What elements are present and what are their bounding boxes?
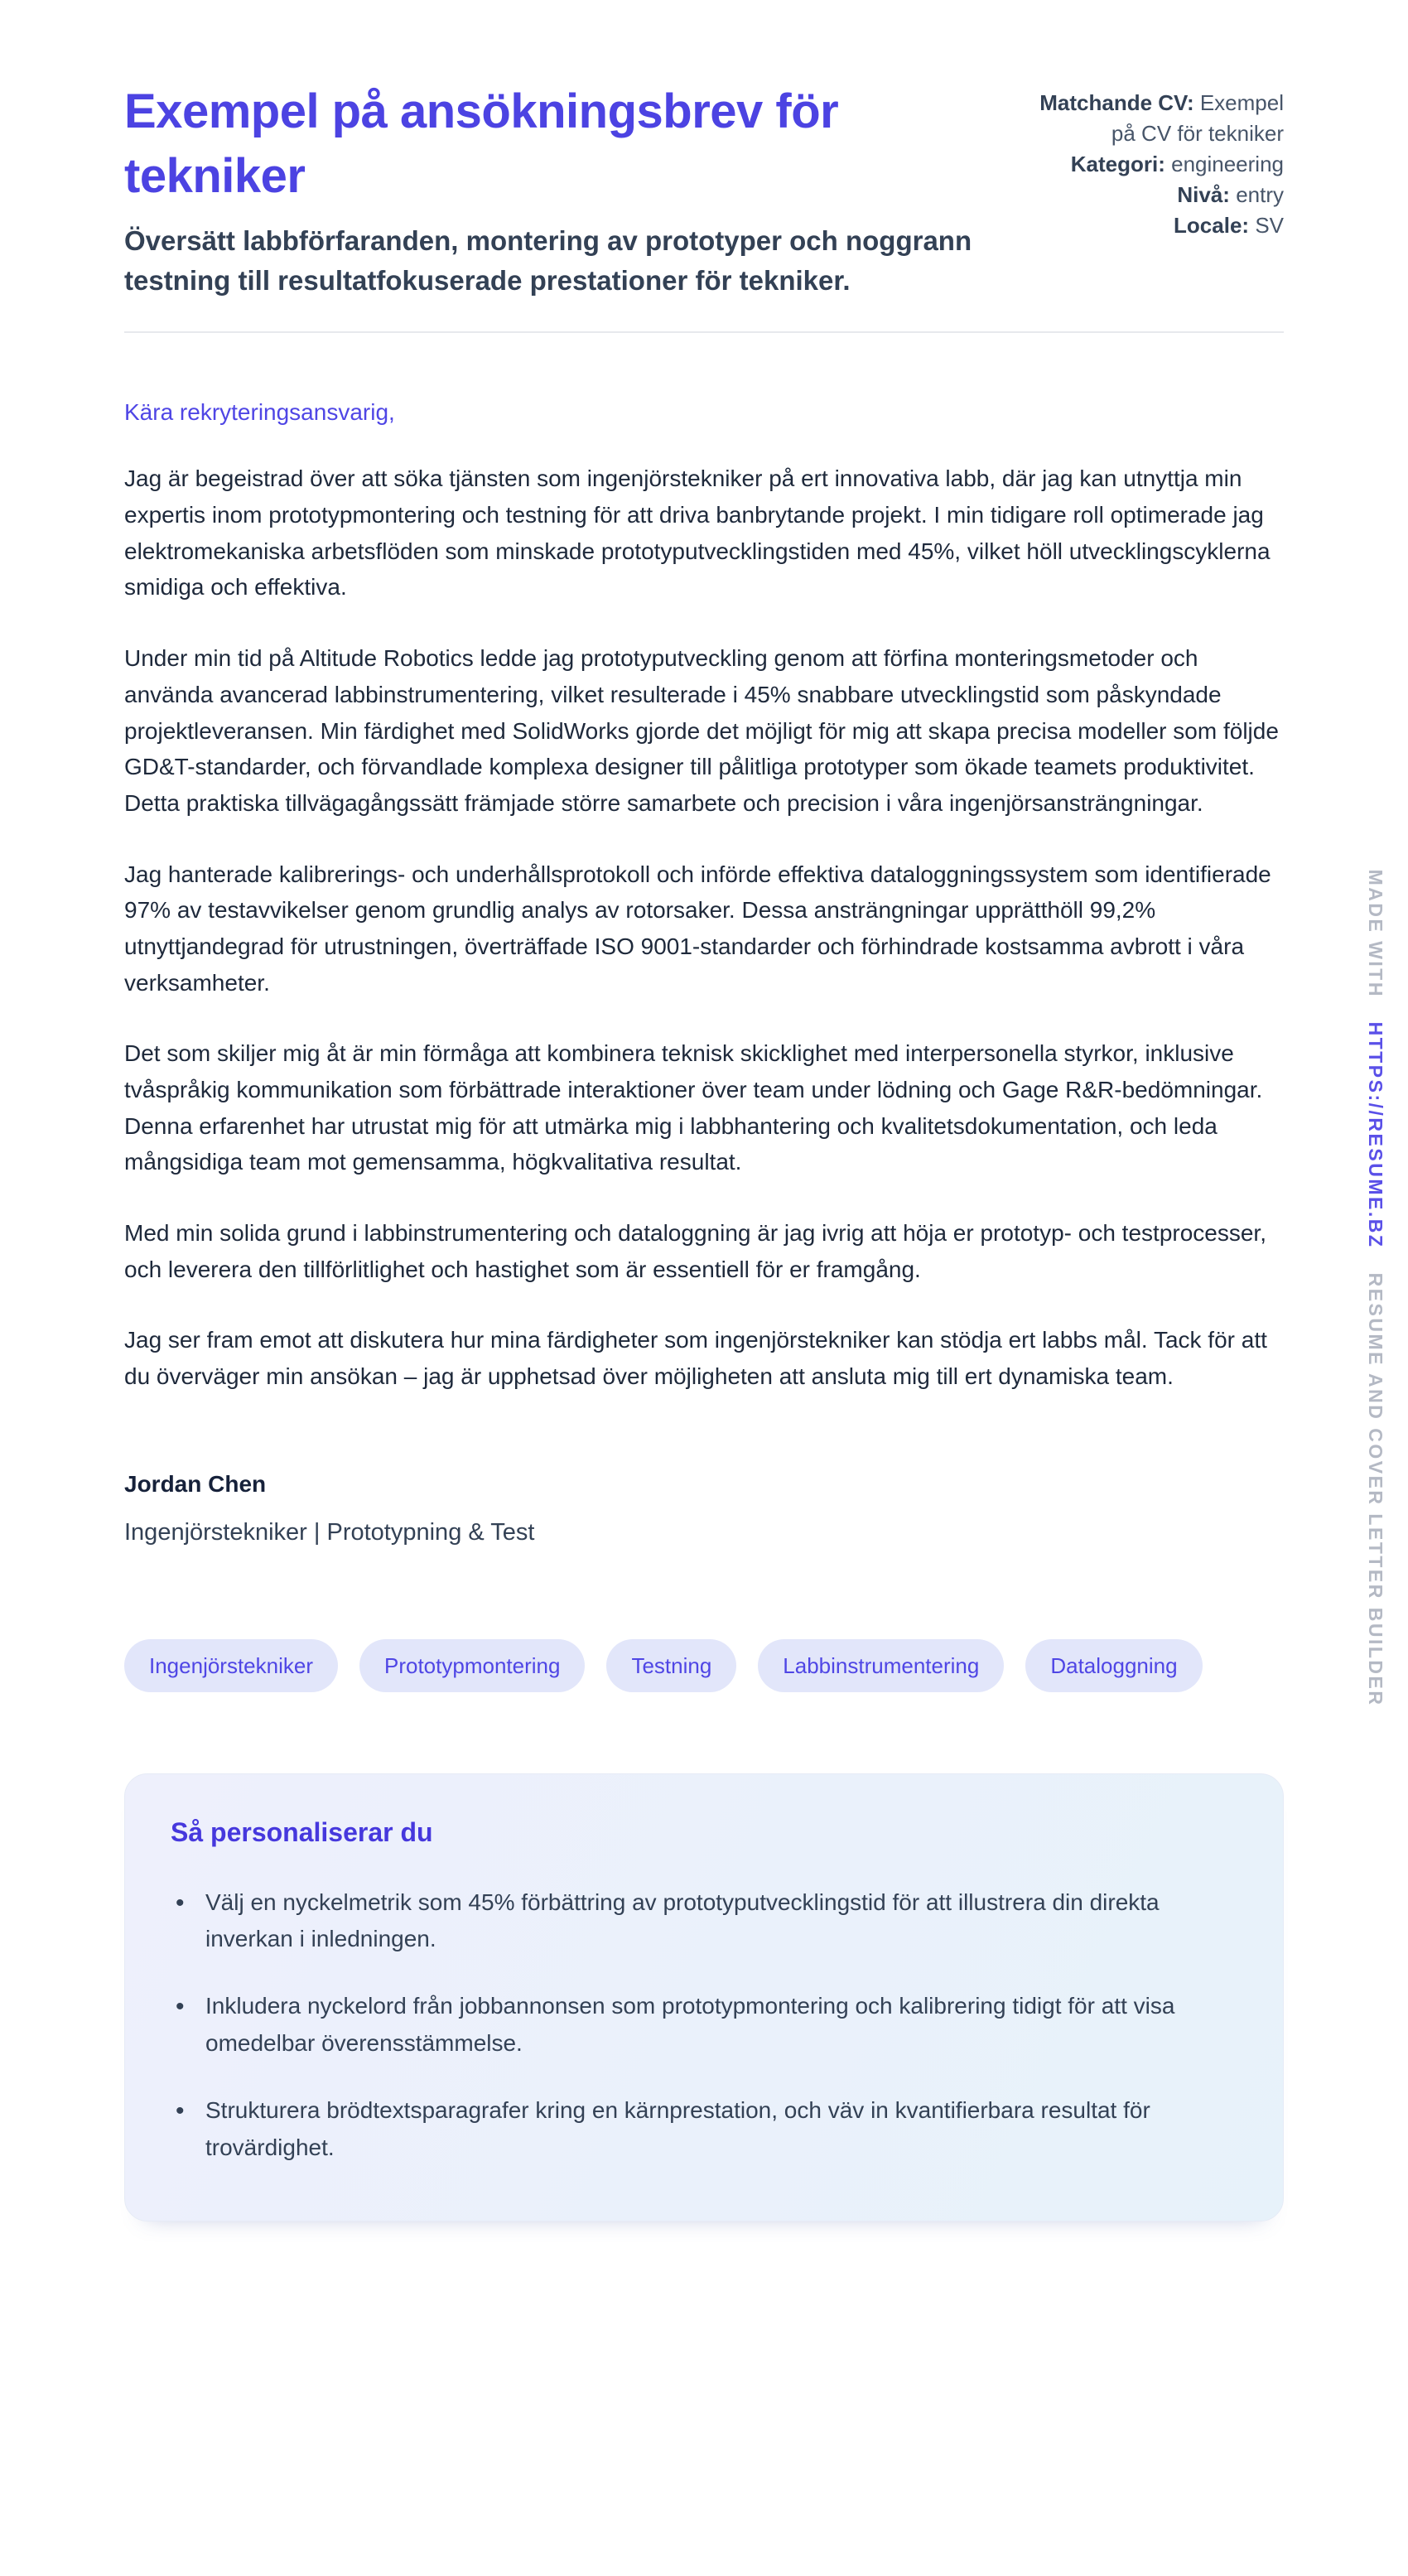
watermark-suffix: RESUME AND COVER LETTER BUILDER (1365, 1272, 1386, 1707)
meta-level (1027, 180, 1284, 210)
tip-item: • Inkludera nyckelord från jobbannonsen som prototypmontering och kalibrering tidigt för att visa omedelbar överensstämmelse. (171, 1988, 1231, 2062)
tips-heading: Så personaliserar du (171, 1816, 433, 1847)
meta-level-label: Nivå: (1177, 181, 1230, 207)
letter-paragraph: Under min tid på Altitude Robotics ledde jag prototyputveckling genom att förfina monteringsmetoder och använda avancerad labbinstrumentering, vilket resulterade i 45% snabbare utvecklingstid som påskyndade projektleveransen. Min färdighet med SolidWorks gjorde det möjligt för mig att skapa precisa modeller som följde GD&T-standarder, och förvandlade komplexa designer till pålitliga prototyper som ökade teamets produktivitet. Detta praktiska tillvägagångssätt främjade större samarbete och precision i våra ingenjörsansträngningar. (124, 645, 1279, 816)
meta-category-label: Kategori: (1070, 151, 1165, 176)
tag-pill[interactable]: Dataloggning (1025, 1639, 1202, 1692)
signature-role: Ingenjörstekniker | Prototypning & Test (124, 1518, 535, 1546)
tag-pill[interactable]: Prototypmontering (359, 1639, 585, 1692)
made-with-watermark (1364, 861, 1386, 1715)
meta-level-value: entry (1236, 181, 1284, 207)
watermark-prefix: MADE WITH (1365, 869, 1386, 998)
signature-name: Jordan Chen (124, 1470, 267, 1497)
meta-matching-cv-label: Matchande CV: (1039, 90, 1194, 115)
meta-panel (1027, 80, 1284, 241)
tip-item: • Välj en nyckelmetrik som 45% förbättring av prototyputvecklingstid för att illustrera din direkta inverkan i inledningen. (171, 1884, 1231, 1959)
meta-matching-cv-value: Exempel på CV för tekniker (1111, 90, 1284, 146)
letter-paragraph: Med min solida grund i labbinstrumentering och dataloggning är jag ivrig att höja er prototyp- och testprocesser, och leverera den tillförlitlighet och hastighet som är essentiell för er framgång. (124, 1219, 1266, 1282)
page-subtitle: Översätt labbförfaranden, montering av prototyper och noggrann testning till resultatfokuserade prestationer för tekniker. (124, 225, 972, 296)
tag-pill[interactable]: Labbinstrumentering (758, 1639, 1004, 1692)
tag-pill[interactable]: Testning (606, 1639, 736, 1692)
resume-bz-link[interactable]: HTTPS://RESUME.BZ (1365, 1021, 1386, 1249)
letter-body (124, 399, 1284, 1546)
title-block (124, 80, 994, 300)
meta-locale-value: SV (1255, 212, 1284, 238)
tips-list (171, 1884, 1237, 2167)
letter-paragraph: Jag ser fram emot att diskutera hur mina färdigheter som ingenjörstekniker kan stödja ert labbs mål. Tack för att du överväger min ansökan – jag är upphetsad över möjligheten att ansluta mig till ert dynamiska team. (124, 1327, 1267, 1389)
letter-paragraph: Det som skiljer mig åt är min förmåga att kombinera teknisk skicklighet med interpersonella styrkor, inklusive tvåspråkig kommunikation som förbättrade interaktioner över team under lödning och Gage R&R-bedömningar. Denna erfarenhet har utrustat mig för att utmärka mig i labbhantering och kvalitetsdokumentation, och leda mångsidiga team mot gemensamma, högkvalitativa resultat. (124, 1040, 1263, 1175)
letter-paragraph: Jag hanterade kalibrerings- och underhållsprotokoll och införde effektiva dataloggningssystem som identifierade 97% av testavvikelser genom grundlig analys av rotorsaker. Dessa ansträngningar upprätthöll 99,2% utnyttjandegrad för utrustningen, överträffade ISO 9001-standarder och förhindrade kostsamma avbrott i våra verksamheter. (124, 861, 1271, 996)
letter-greeting: Kära rekryteringsansvarig, (124, 399, 395, 426)
meta-locale (1027, 210, 1284, 241)
personalization-tips-box (124, 1773, 1284, 2222)
page-header (124, 80, 1284, 300)
header-divider (124, 331, 1284, 333)
tip-item: • Strukturera brödtextsparagrafer kring en kärnprestation, och väv in kvantifierbara resultat för trovärdighet. (171, 2092, 1231, 2167)
meta-matching-cv (1027, 88, 1284, 149)
tag-pill[interactable]: Ingenjörstekniker (124, 1639, 338, 1692)
meta-locale-label: Locale: (1174, 212, 1250, 238)
letter-paragraph: Jag är begeistrad över att söka tjänsten som ingenjörstekniker på ert innovativa labb, där jag kan utnyttja min expertis inom prototypmontering och testning för att driva banbrytande projekt. I min tidigare roll optimerade jag elektromekaniska arbetsflöden som minskade prototyputvecklingstiden med 45%, vilket höll utvecklingscyklerna smidiga och effektiva. (124, 466, 1271, 601)
tag-list (124, 1639, 1284, 1692)
page-title: Exempel på ansökningsbrev för tekniker (124, 84, 839, 203)
meta-category-value: engineering (1171, 151, 1284, 176)
meta-category (1027, 149, 1284, 180)
